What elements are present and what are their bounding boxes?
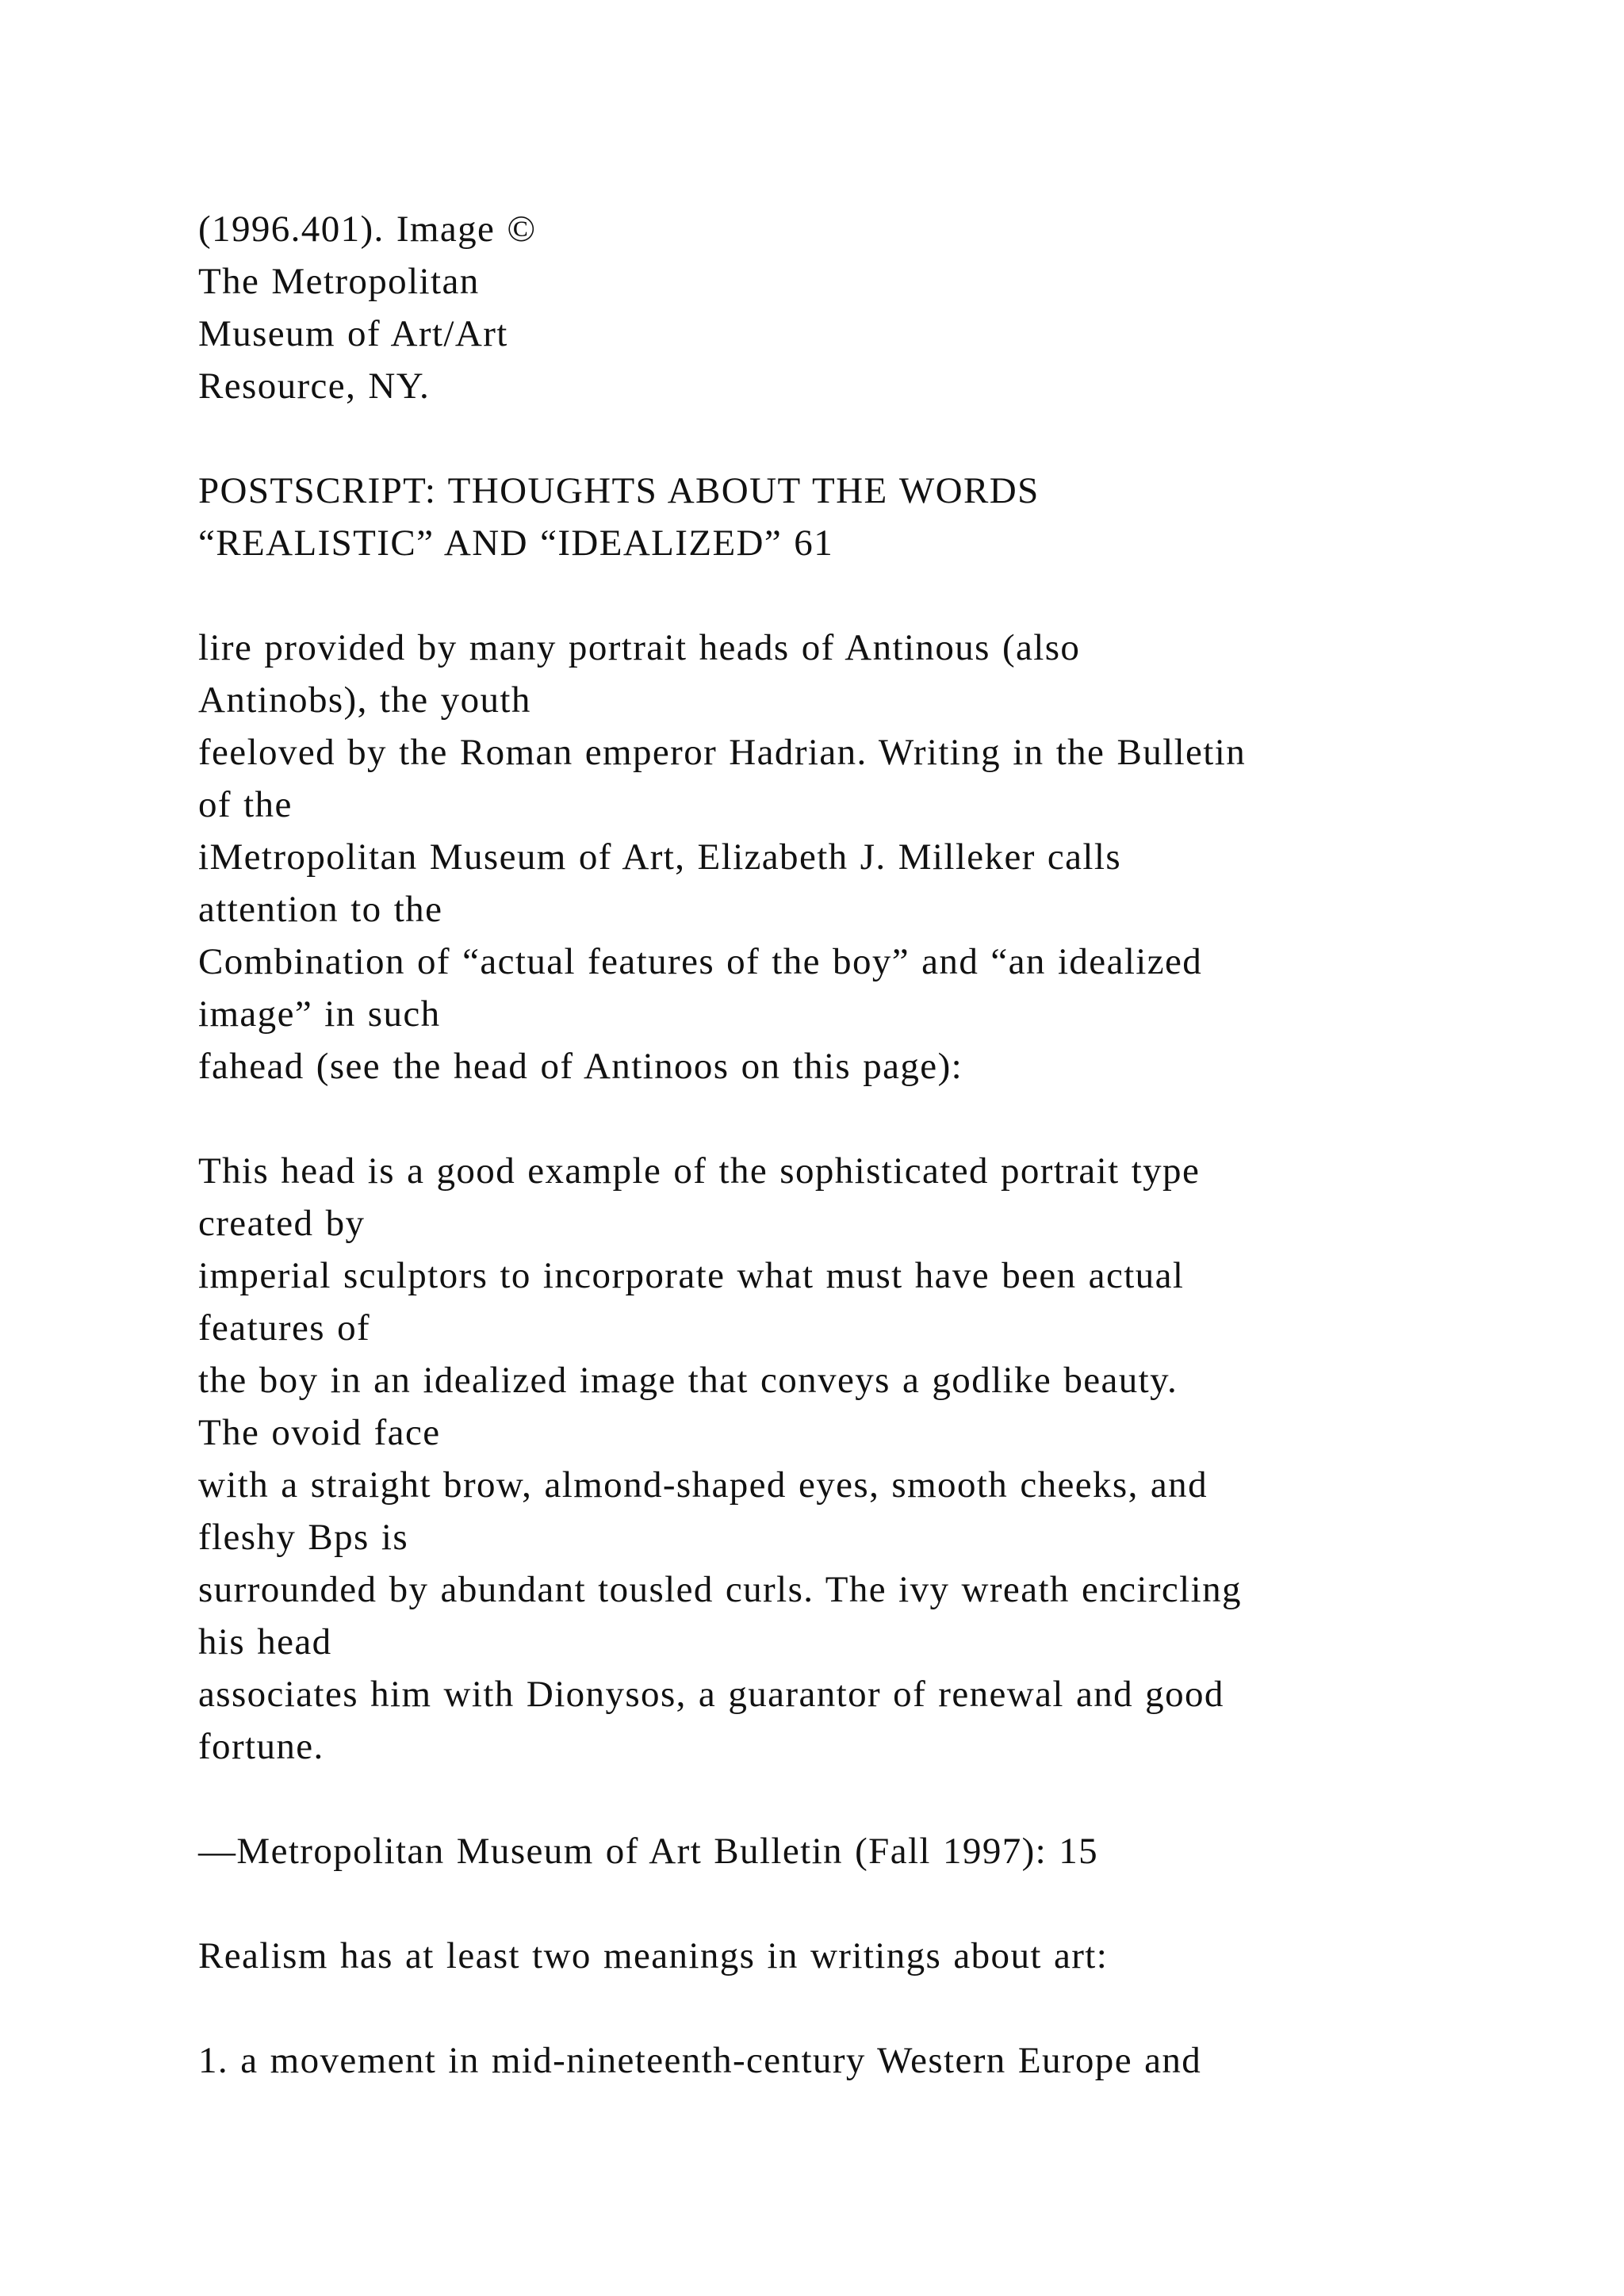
caption-line: (1996.401). Image © <box>198 209 537 250</box>
body-paragraph <box>198 622 1507 1093</box>
block-quote <box>198 1145 1507 1773</box>
paragraph-line: feeloved by the Roman emperor Hadrian. Writing in the Bulletin <box>198 732 1247 773</box>
image-caption <box>198 203 1507 412</box>
quote-line: surrounded by abundant tousled curls. The ivy wreath encircling <box>198 1569 1242 1610</box>
quote-line: created by <box>198 1203 366 1244</box>
running-head <box>198 465 1507 569</box>
spacer <box>198 1877 1507 1930</box>
paragraph-line: Combination of “actual features of the boy” and “an idealized <box>198 941 1203 982</box>
spacer <box>198 1982 1507 2034</box>
quote-line: imperial sculptors to incorporate what must have been actual <box>198 1255 1185 1296</box>
spacer <box>198 1093 1507 1145</box>
document-page <box>198 203 1507 2087</box>
paragraph-line: attention to the <box>198 889 443 930</box>
paragraph-line: fahead (see the head of Antinoos on this page): <box>198 1046 963 1087</box>
quote-line: The ovoid face <box>198 1412 441 1453</box>
spacer <box>198 569 1507 622</box>
list-item: 1. a movement in mid-nineteenth-century Western Europe and <box>198 2040 1202 2081</box>
body-paragraph-realism: Realism has at least two meanings in writings about art: <box>198 1935 1109 1976</box>
quote-line: with a straight brow, almond-shaped eyes, smooth cheeks, and <box>198 1464 1208 1506</box>
spacer <box>198 412 1507 465</box>
paragraph-line: lire provided by many portrait heads of Antinous (also <box>198 627 1081 668</box>
paragraph-line: of the <box>198 784 293 825</box>
quote-line: features of <box>198 1307 371 1349</box>
quote-line: This head is a good example of the sophisticated portrait type <box>198 1150 1201 1192</box>
running-head-line: POSTSCRIPT: THOUGHTS ABOUT THE WORDS <box>198 470 1040 511</box>
quote-line: the boy in an idealized image that conveys a godlike beauty. <box>198 1360 1178 1401</box>
paragraph-line: iMetropolitan Museum of Art, Elizabeth J. Milleker calls <box>198 836 1122 878</box>
caption-line: Resource, NY. <box>198 365 431 407</box>
quote-line: fleshy Bps is <box>198 1517 409 1558</box>
paragraph-line: image” in such <box>198 993 441 1035</box>
caption-line: The Metropolitan <box>198 261 480 302</box>
quote-attribution: —Metropolitan Museum of Art Bulletin (Fall 1997): 15 <box>198 1831 1099 1872</box>
running-head-line: “REALISTIC” AND “IDEALIZED” 61 <box>198 522 834 564</box>
quote-line: his head <box>198 1621 332 1663</box>
spacer <box>198 1773 1507 1825</box>
quote-line: associates him with Dionysos, a guarantor of renewal and good <box>198 1674 1224 1715</box>
caption-line: Museum of Art/Art <box>198 313 508 354</box>
paragraph-line: Antinobs), the youth <box>198 679 531 721</box>
quote-line: fortune. <box>198 1726 324 1767</box>
